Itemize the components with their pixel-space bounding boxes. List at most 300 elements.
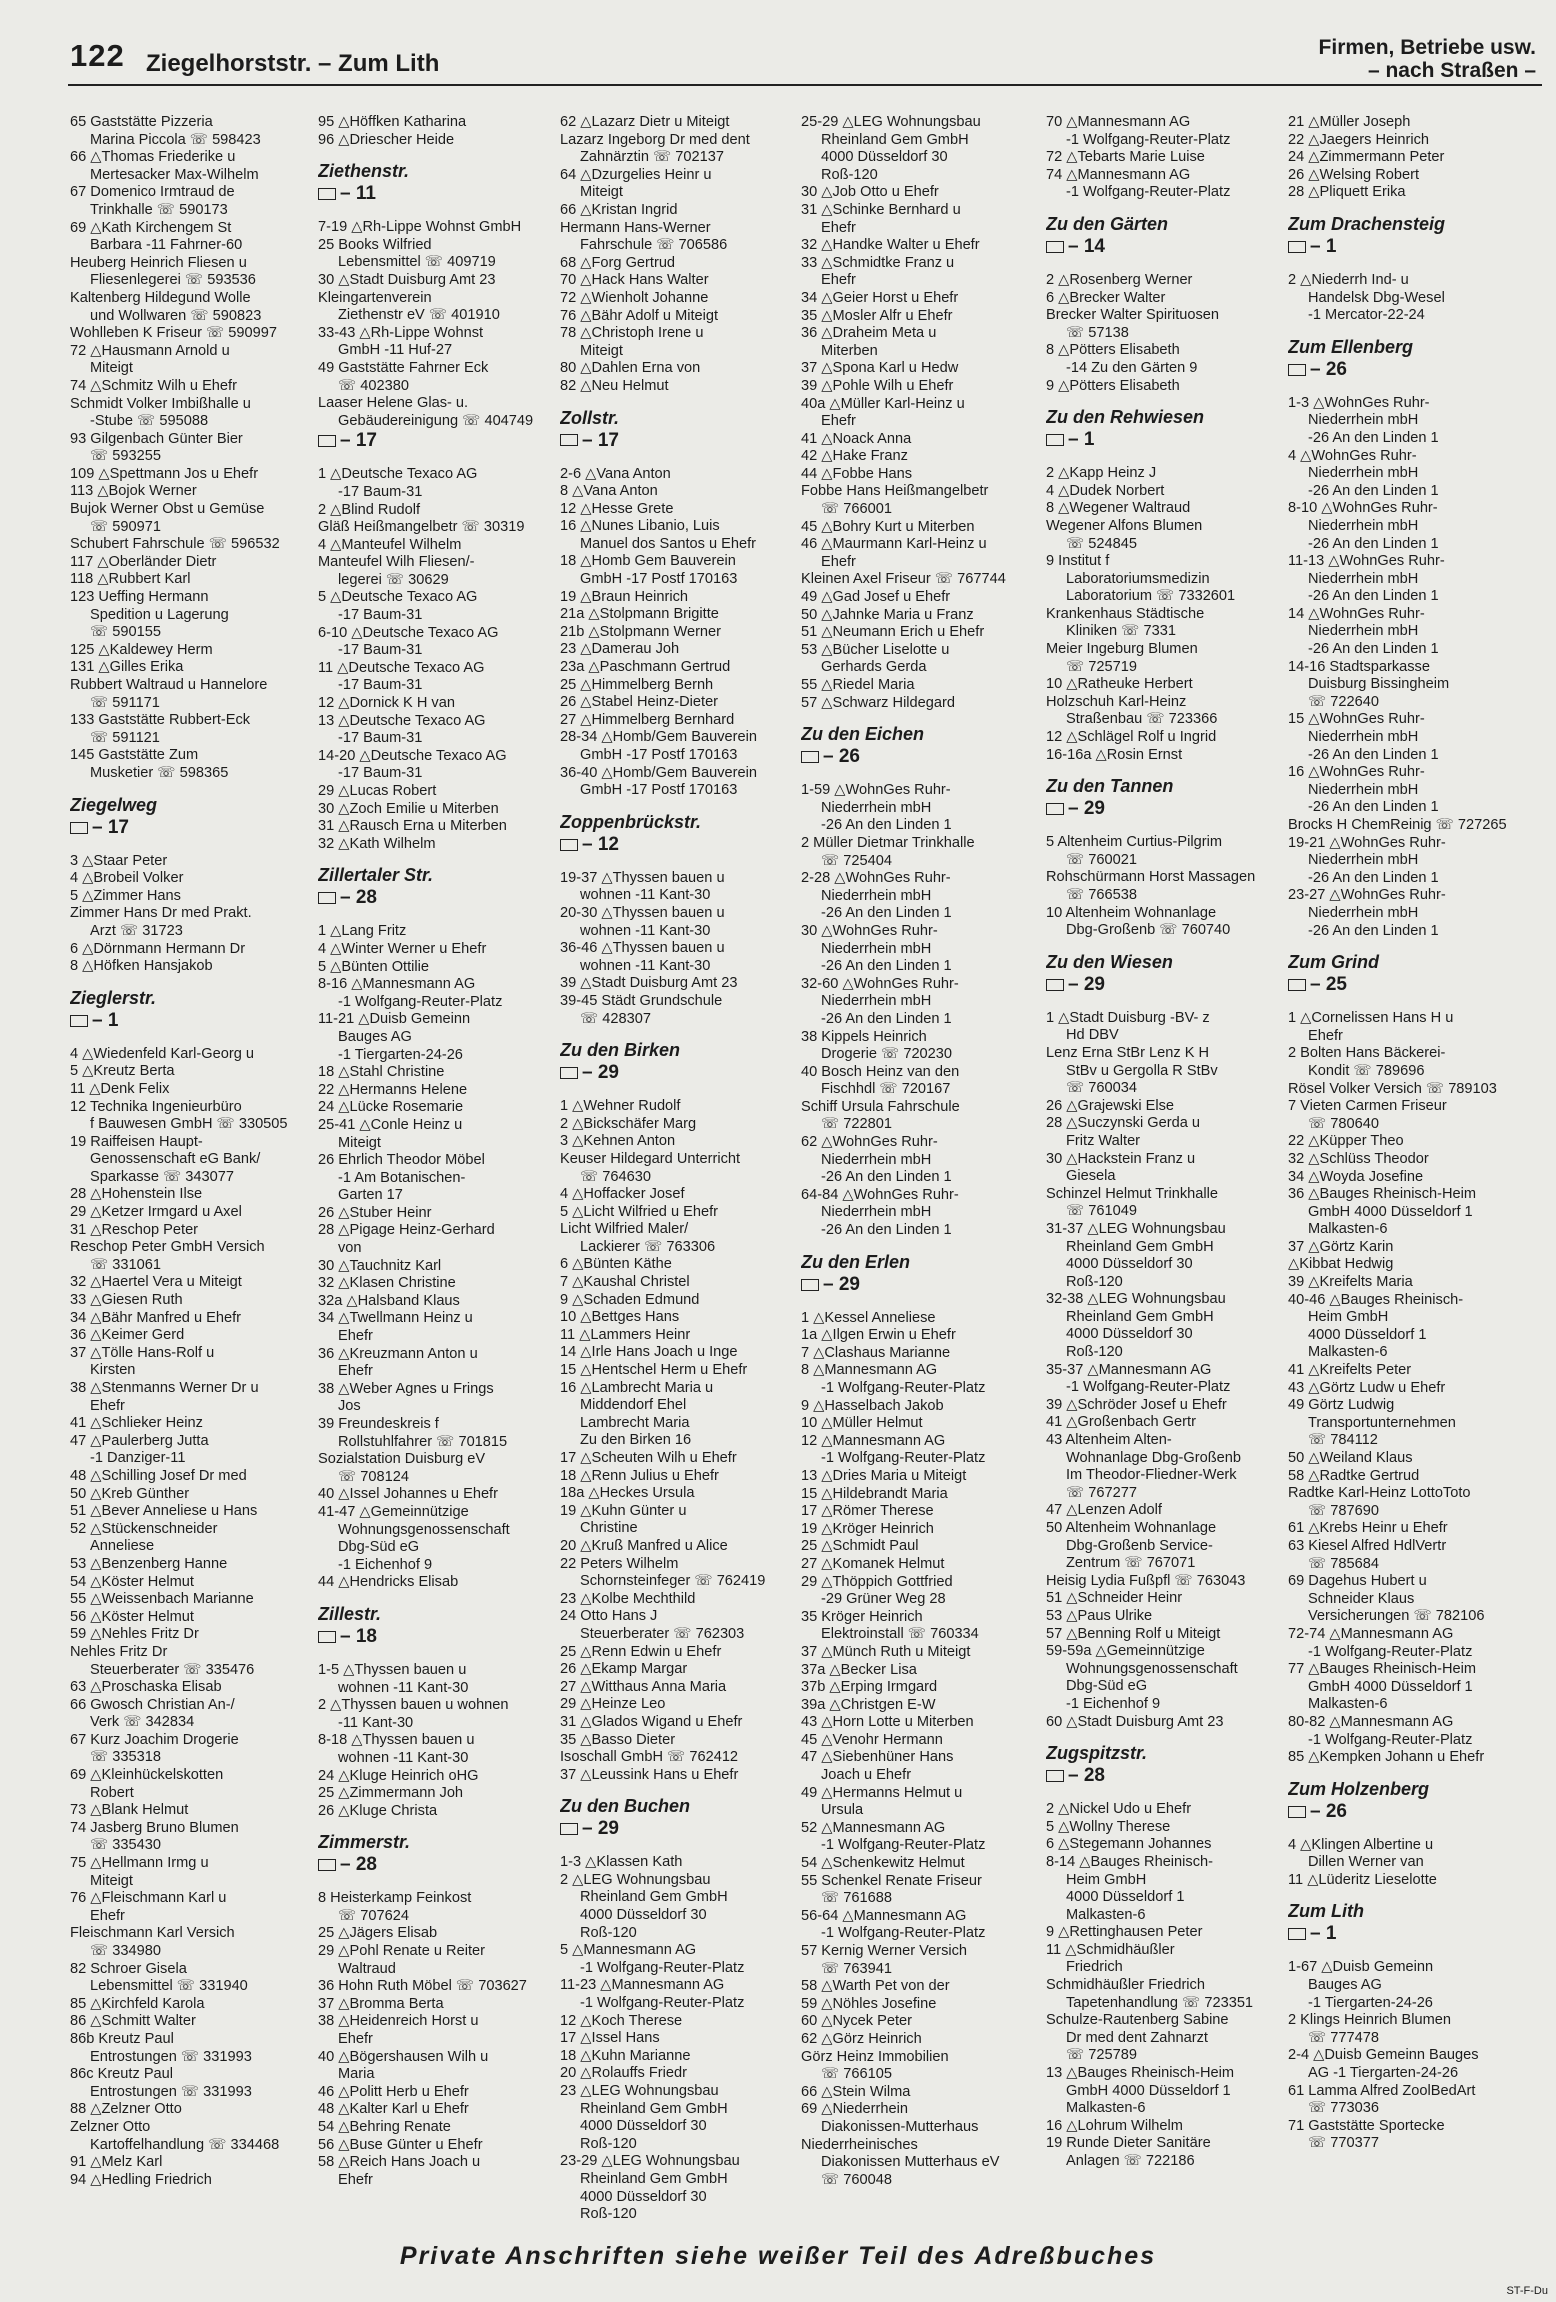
directory-entry: 2 △Rosenberg Werner [1046,271,1193,288]
directory-entry: 69 Dagehus Hubert u [1288,1573,1427,1590]
directory-entry: 14 △WohnGes Ruhr- [1288,605,1425,622]
entry-continuation: Roß-120 [1066,1344,1123,1361]
directory-entry: 29 △Ketzer Irmgard u Axel [70,1204,242,1221]
entry-continuation: Ehefr [821,413,856,430]
entry-continuation: Miteigt [580,342,623,359]
directory-entry: 19 △Kröger Heinrich [801,1520,934,1537]
entry-continuation: ☏ 760034 [1066,1080,1138,1097]
directory-entry: 25 △Himmelberg Bernh [560,676,714,693]
entry-continuation: 4000 Düsseldorf 30 [580,2118,707,2135]
directory-entry: 13 △Bauges Rheinisch-Heim [1046,2065,1235,2082]
directory-entry: 8 △Höfken Hansjakob [70,958,213,975]
street-heading: Zu den Tannen [1046,776,1174,797]
directory-entry: 9 △Schaden Edmund [560,1291,700,1308]
entry-continuation: ☏ 766001 [821,501,893,518]
entry-continuation: Rheinland Gem GmbH [580,2170,728,2187]
directory-entry: 54 △Schenkewitz Helmut [801,1855,965,1872]
postal-district-code: – 14 [1068,235,1105,257]
directory-entry: Keuser Hildegard Unterricht [560,1150,741,1167]
directory-entry: 62 △WohnGes Ruhr- [801,1134,938,1151]
entry-continuation: -1 Wolfgang-Reuter-Platz [338,993,503,1010]
directory-entry: 21b △Stolpmann Werner [560,623,722,640]
directory-entry: 37b △Erping Irmgard [801,1679,938,1696]
entry-continuation: wohnen -11 Kant-30 [580,922,711,939]
entry-continuation: Middendorf Ehel [580,1397,687,1414]
directory-entry: 60 △Stadt Duisburg Amt 23 [1046,1713,1224,1730]
entry-continuation: GmbH -17 Postf 170163 [580,782,738,799]
directory-entry: 8 Heisterkamp Feinkost [318,1890,472,1907]
directory-entry: 5 △Kreutz Berta [70,1063,175,1080]
directory-entry: 10 △Bettges Hans [560,1309,680,1326]
directory-entry: 71 Gaststätte Sportecke [1288,2117,1445,2134]
directory-entry: 80 △Dahlen Erna von [560,360,701,377]
directory-entry: 11-23 △Mannesmann AG [560,1977,725,1994]
directory-entry: 8 △Vana Anton [560,483,658,500]
entry-continuation: Kartoffelhandlung ☏ 334468 [90,2136,280,2153]
directory-entry: 35-37 △Mannesmann AG [1046,1361,1212,1378]
entry-continuation: ☏ 334980 [90,1943,162,1959]
directory-entry: Wegener Alfons Blumen [1046,517,1203,534]
entry-continuation: -1 Wolfgang-Reuter-Platz [1066,1379,1231,1396]
directory-entry: 63 Kiesel Alfred HdlVertr [1288,1537,1447,1554]
directory-entry: 1a △Ilgen Erwin u Ehefr [801,1327,956,1344]
directory-entry: 44 △Fobbe Hans [801,465,913,482]
directory-entry: Hermann Hans-Werner [560,219,711,236]
directory-entry: 123 Ueffing Hermann [70,589,209,606]
directory-entry: 2 Bolten Hans Bäckerei- [1288,1045,1446,1062]
page-title: Ziegelhorststr. – Zum Lith [146,50,440,77]
envelope-icon [1046,434,1064,446]
directory-entry: 30 △Hackstein Franz u [1046,1150,1196,1167]
entry-continuation: Rheinland Gem GmbH [821,131,969,148]
street-heading: Zum Grind [1288,952,1379,973]
entry-continuation: -1 Wolfgang-Reuter-Platz [821,1925,986,1942]
directory-entry: 16 △WohnGes Ruhr- [1288,764,1425,781]
directory-entry: 65 Gaststätte Pizzeria [70,114,213,130]
street-heading: Zu den Eichen [801,724,925,745]
envelope-icon [1288,1806,1306,1818]
entry-continuation: Jos [338,1398,361,1415]
directory-entry: 1-3 △Klassen Kath [560,1854,683,1871]
directory-entry: 43 △Horn Lotte u Miterben [801,1714,974,1731]
entry-continuation: Robert [90,1784,134,1801]
entry-continuation: -26 An den Linden 1 [1308,746,1439,763]
entry-continuation: Wohnanlage Dbg-Großenb [1066,1449,1241,1466]
directory-entry: 32-60 △WohnGes Ruhr- [801,975,959,992]
directory-entry: 35 △Mosler Alfr u Ehefr [801,307,953,324]
envelope-icon [318,435,336,447]
street-heading: Zillertaler Str. [318,865,434,886]
entry-continuation: -1 Wolfgang-Reuter-Platz [1066,131,1231,148]
entry-continuation: Fritz Walter [1066,1132,1141,1149]
entry-continuation: Malkasten-6 [1066,1906,1146,1923]
directory-entry: 13 △Deutsche Texaco AG [318,712,486,729]
directory-entry: 18 △Kuhn Marianne [560,2047,691,2064]
directory-entry: 66 △Kristan Ingrid [560,201,678,218]
directory-entry: 8-10 △WohnGes Ruhr- [1288,500,1438,517]
directory-entry: 14 △Irle Hans Joach u Inge [560,1344,738,1361]
entry-continuation: -26 An den Linden 1 [821,1222,952,1239]
directory-entry: 28-34 △Homb/Gem Bauverein [560,729,757,746]
entry-continuation: Miteigt [90,360,133,377]
directory-entry: Laaser Helene Glas- u. [318,395,469,412]
entry-continuation: Transportunternehmen [1308,1414,1456,1431]
entry-continuation: Ehefr [1308,1027,1343,1044]
entry-continuation: ☏ 591171 [90,694,160,711]
directory-entry: 53 △Benzenberg Hanne [70,1555,228,1572]
entry-continuation: Versicherungen ☏ 782106 [1308,1608,1485,1625]
directory-entry: Schmidhäußler Friedrich [1046,1977,1205,1994]
entry-continuation: 4000 Düsseldorf 30 [580,1907,707,1924]
street-heading: Zugspitzstr. [1046,1743,1148,1764]
directory-entry: 19-21 △WohnGes Ruhr- [1288,834,1446,851]
entry-continuation: -26 An den Linden 1 [821,1169,952,1186]
directory-entry: 9 Institut f [1046,553,1110,570]
directory-entry: 32 △Haertel Vera u Miteigt [70,1274,242,1291]
entry-continuation: Ehefr [821,219,856,236]
entry-continuation: Kondit ☏ 789696 [1308,1062,1425,1079]
entry-continuation: Niederrhein mbH [1308,781,1419,798]
directory-entry: 43 △Görtz Ludw u Ehefr [1288,1379,1446,1396]
directory-entry: 47 △Paulerberg Jutta [70,1432,209,1449]
envelope-icon [1046,979,1064,991]
directory-entry: 1 △Stadt Duisburg -BV- z [1046,1009,1210,1026]
entry-continuation: Kirsten [90,1362,136,1379]
directory-entry: 22 △Hermanns Helene [318,1081,468,1098]
directory-entry: 60 △Nycek Peter [801,2013,912,2030]
directory-entry: 11 △Deutsche Texaco AG [318,659,485,676]
section-title-line2: – nach Straßen – [1367,59,1536,82]
directory-entry: 17 △Scheuten Wilh u Ehefr [560,1450,737,1466]
directory-entry: 39 △Pohle Wilh u Ehefr [801,377,954,394]
directory-entry: 34 △Geier Horst u Ehefr [801,289,959,306]
directory-entry: Zelzner Otto [70,2118,151,2135]
directory-entry: Brocks H ChemReinig ☏ 727265 [1288,817,1507,833]
entry-continuation: ☏ 57138 [1066,324,1129,341]
directory-entry: 24 Otto Hans J [560,1608,658,1625]
entry-continuation: Anlagen ☏ 722186 [1066,2153,1195,2169]
directory-entry: 17 △Issel Hans [560,2030,660,2047]
directory-entry: Heisig Lydia Fußpfl ☏ 763043 [1046,1572,1246,1589]
directory-entry: 41 △Großenbach Gertr [1046,1414,1196,1431]
entry-continuation: Rheinland Gem GmbH [580,1889,728,1906]
street-heading: Zoppenbrückstr. [560,811,702,832]
directory-entry: 38 △Heidenreich Horst u [318,2013,479,2030]
entry-continuation: -26 An den Linden 1 [821,958,952,975]
entry-continuation: ☏ 593255 [90,448,162,465]
directory-entry: Holzschuh Karl-Heinz [1046,693,1187,710]
entry-continuation: Sparkasse ☏ 343077 [90,1168,235,1185]
directory-entry: 56-64 △Mannesmann AG [801,1907,967,1924]
envelope-icon [1288,241,1306,253]
entry-continuation: ☏ 331061 [90,1256,162,1273]
entry-continuation: Marina Piccola ☏ 598423 [90,131,261,148]
directory-entry: 1 △Lang Fritz [318,923,407,940]
directory-entry: 26 △Grajewski Else [1046,1097,1175,1114]
directory-entry: 7 △Clashaus Marianne [801,1344,951,1361]
postal-district-code: – 29 [1068,973,1105,995]
directory-entry: 57 Kernig Werner Versich [801,1943,968,1959]
directory-entry: 1-67 △Duisb Gemeinn [1288,1959,1434,1976]
entry-continuation: Lebensmittel ☏ 331940 [90,1978,248,1995]
envelope-icon [70,822,88,834]
directory-entry: 12 △Hesse Grete [560,500,674,517]
directory-entry: 34 △Woyda Josefine [1288,1168,1424,1185]
entry-continuation: Heim GmbH [1066,1871,1147,1888]
directory-entry: 48 △Kalter Karl u Ehefr [318,2101,469,2118]
directory-entry: 7-19 △Rh-Lippe Wohnst GmbH [318,219,522,236]
column-6 [1288,114,1528,2153]
entry-continuation: ☏ 335430 [90,1837,162,1854]
postal-district [318,1856,558,1878]
directory-entry: 25 Books Wilfried [318,236,432,253]
directory-entry: 12 △Schlägel Rolf u Ingrid [1046,729,1217,746]
entry-continuation: Kliniken ☏ 7331 [1066,623,1176,640]
entry-continuation: Tapetenhandlung ☏ 723351 [1066,1994,1254,2011]
column-1 [70,114,310,2189]
postal-district-code: – 25 [1310,974,1347,996]
directory-entry: 8-16 △Mannesmann AG [318,976,476,993]
directory-entry: 22 Peters Wilhelm [560,1555,679,1572]
directory-entry: 46 △Politt Herb u Ehefr [318,2083,469,2100]
entry-continuation: -26 An den Linden 1 [1308,429,1439,446]
entry-continuation: Niederrhein mbH [1308,570,1419,587]
directory-entry: 64 △Dzurgelies Heinr u [560,166,712,183]
entry-continuation: Malkasten-6 [1308,1221,1388,1238]
directory-entry: 34 △Twellmann Heinz u [318,1310,473,1327]
postal-district-code: – 17 [582,429,619,451]
column-4 [801,114,1041,2189]
entry-continuation: Dillen Werner van [1308,1854,1424,1871]
directory-entry: 69 △Niederrhein [801,2101,908,2118]
entry-continuation: Steuerberater ☏ 335476 [90,1661,255,1678]
entry-continuation: Niederrhein mbH [821,993,932,1010]
entry-continuation: ☏ 780640 [1308,1115,1380,1132]
directory-entry: 25-29 △LEG Wohnungsbau [801,114,981,130]
directory-entry: 58 △Warth Pet von der [801,1978,950,1995]
directory-entry: 12 Technika Ingenieurbüro [70,1098,242,1115]
directory-entry: 39-45 Städt Grundschule [560,992,723,1009]
directory-entry: 45 △Bohry Kurt u Miterben [801,518,975,535]
entry-continuation: Zentrum ☏ 767071 [1066,1555,1196,1572]
directory-entry: 36-40 △Homb/Gem Bauverein [560,764,757,781]
directory-entry: 58 △Reich Hans Joach u [318,2154,481,2171]
postal-district [1288,976,1528,998]
directory-entry: 2-4 △Duisb Gemeinn Bauges [1288,2047,1479,2064]
entry-continuation: Bauges AG [338,1028,412,1045]
directory-entry: 78 △Christoph Irene u [560,325,704,342]
entry-continuation: AG -1 Tiergarten-24-26 [1308,2065,1459,2082]
directory-entry: 11 △Lammers Heinr [560,1326,691,1343]
directory-entry: 117 △Oberländer Dietr [70,553,217,570]
directory-entry: 2 Müller Dietmar Trinkhalle [801,834,975,851]
entry-continuation: Dbg-Großenb ☏ 760740 [1066,922,1231,939]
envelope-icon [1046,803,1064,815]
postal-district-code: – 18 [340,1625,377,1647]
entry-continuation: Elektroinstall ☏ 760334 [821,1626,979,1643]
directory-entry: 74 △Schmitz Wilh u Ehefr [70,377,237,394]
entry-continuation: -26 An den Linden 1 [1308,922,1439,939]
entry-continuation: wohnen -11 Kant-30 [338,1679,469,1696]
entry-continuation: GmbH -17 Postf 170163 [580,571,738,588]
directory-entry: 4 △Wiedenfeld Karl-Georg u [70,1045,255,1062]
directory-entry: 1-3 △WohnGes Ruhr- [1288,394,1430,411]
street-heading: Zu den Birken [560,1040,681,1061]
directory-entry: 30 △Tauchnitz Karl [318,1257,442,1274]
directory-entry: 93 Gilgenbach Günter Bier [70,430,243,447]
directory-entry: 39 Freundeskreis f [318,1416,439,1432]
directory-entry: 24 △Zimmermann Peter [1288,149,1445,166]
directory-entry: 59 △Nöhles Josefine [801,1995,937,2012]
entry-continuation: Giesela [1066,1168,1116,1185]
directory-entry: 4 △Winter Werner u Ehefr [318,940,487,957]
directory-entry: 38 △Stenmanns Werner Dr u [70,1380,259,1396]
directory-entry: 31 △Schinke Bernhard u [801,201,961,218]
entry-continuation: 4000 Düsseldorf 30 [580,2188,707,2205]
directory-entry: 52 △Stückenschneider [70,1520,218,1537]
directory-entry: 85 △Kirchfeld Karola [70,1995,205,2012]
postal-district [1288,235,1528,260]
directory-entry: 37 △Görtz Karin [1288,1238,1394,1255]
directory-entry: 44 △Hendricks Elisab [318,1574,459,1591]
directory-entry: Licht Wilfried Maler/ [560,1221,689,1238]
entry-continuation: -Stube ☏ 595088 [90,413,209,430]
entry-continuation: Ehefr [338,2171,373,2188]
directory-entry: 1 △Kessel Anneliese [801,1309,936,1326]
entry-continuation: Niederrhein mbH [1308,729,1419,746]
header-rule [68,84,1542,86]
postal-district [560,429,800,454]
directory-entry: 29 △Heinze Leo [560,1696,666,1713]
entry-continuation: Malkasten-6 [1308,1344,1388,1361]
entry-continuation: -1 Tiergarten-24-26 [1308,1994,1433,2011]
directory-entry: 40a △Müller Karl-Heinz u [801,395,965,412]
envelope-icon [560,1067,578,1079]
directory-entry: 2-6 △Vana Anton [560,465,671,482]
postal-district [318,432,558,454]
directory-entry: 23 △LEG Wohnungsbau [560,2083,719,2099]
directory-entry: 2 △LEG Wohnungsbau [560,1871,711,1888]
directory-entry: Rösel Volker Versich ☏ 789103 [1288,1080,1497,1097]
directory-entry: 66 △Stein Wilma [801,2083,911,2100]
directory-entry: 30 △Zoch Emilie u Miterben [318,800,499,817]
envelope-icon [1288,364,1306,376]
directory-entry: 2 △Bickschäfer Marg [560,1115,697,1132]
directory-entry: 59-59a △Gemeinnützige [1046,1643,1205,1660]
directory-entry: 18a △Heckes Ursula [560,1485,695,1502]
entry-continuation: Malkasten-6 [1066,2100,1146,2117]
entry-continuation: Schneider Klaus [1308,1590,1415,1607]
directory-entry: Görz Heinz Immobilien [801,2048,949,2065]
entry-continuation: ☏ 428307 [580,1010,652,1027]
entry-continuation: -1 Wolfgang-Reuter-Platz [1308,1731,1473,1748]
directory-entry: 1-5 △Thyssen bauen u [318,1661,467,1678]
directory-entry: 31 △Reschop Peter [70,1221,199,1238]
directory-entry: 43 Altenheim Alten- [1046,1432,1172,1449]
directory-entry: 55 Schenkel Renate Friseur [801,1872,982,1889]
directory-entry: 20-30 △Thyssen bauen u [560,904,725,921]
entry-continuation: 4000 Düsseldorf 30 [821,149,948,166]
entry-continuation: ☏ 722801 [821,1116,893,1133]
entry-continuation: Ehefr [338,1328,373,1345]
directory-entry: 28 △Suczynski Gerda u [1046,1115,1200,1132]
directory-entry: 49 △Gad Josef u Ehefr [801,589,951,606]
directory-entry: 33 △Schmidtke Franz u [801,254,955,271]
entry-continuation: Duisburg Bissingheim [1308,676,1450,693]
directory-entry: 5 Altenheim Curtius-Pilgrim [1046,834,1222,851]
envelope-icon [318,892,336,904]
entry-continuation: StBv u Gergolla R StBv [1066,1062,1218,1079]
directory-entry: 41 △Kreifelts Peter [1288,1362,1412,1379]
directory-entry: 10 Altenheim Wohnanlage [1046,904,1217,921]
directory-entry: Schulze-Rautenberg Sabine [1046,2012,1229,2029]
entry-continuation: GmbH -17 Postf 170163 [580,747,738,763]
directory-entry: 32 △Handke Walter u Ehefr [801,237,980,254]
entry-continuation: -26 An den Linden 1 [1308,588,1439,605]
directory-entry: 25-41 △Conle Heinz u [318,1116,463,1133]
entry-continuation: ☏ 767277 [1066,1484,1138,1501]
directory-entry: 63 △Proschaska Elisab [70,1679,222,1696]
directory-entry: △Kibbat Hedwig [1288,1256,1394,1273]
directory-entry: Fobbe Hans Heißmangelbetr [801,483,989,500]
postal-district-code: – 28 [340,1854,377,1876]
directory-entry: 2-28 △WohnGes Ruhr- [801,870,951,887]
directory-entry: 33 △Giesen Ruth [70,1292,183,1309]
entry-continuation: Niederrhein mbH [1308,465,1419,482]
entry-continuation: Niederrhein mbH [821,799,932,816]
directory-entry: 54 △Behring Renate [318,2119,451,2135]
entry-continuation: ☏ 591121 [90,729,160,746]
directory-entry: Brecker Walter Spirituosen [1046,307,1220,324]
directory-entry: 2 △Nickel Udo u Ehefr [1046,1801,1192,1818]
directory-entry: 36 △Bauges Rheinisch-Heim [1288,1186,1477,1203]
directory-entry: 59 △Nehles Fritz Dr [70,1626,199,1643]
directory-entry: Fleischmann Karl Versich [70,1925,235,1942]
entry-continuation: Roß-120 [1066,1273,1123,1290]
directory-entry: 72-74 △Mannesmann AG [1288,1625,1454,1642]
directory-entry: 49 △Hermanns Helmut u [801,1784,963,1801]
entry-continuation: -17 Baum-31 [338,730,423,747]
directory-entry: Rubbert Waltraud u Hannelore [70,677,268,693]
directory-entry: 1-59 △WohnGes Ruhr- [801,782,951,799]
directory-entry: 39a △Christgen E-W [801,1696,936,1713]
directory-entry: Schmidt Volker Imbißhalle u [70,395,251,412]
entry-continuation: Ehefr [821,272,856,289]
entry-continuation: Ehefr [90,1397,125,1414]
entry-continuation: Schornsteinfeger ☏ 762419 [580,1573,766,1590]
entry-continuation: -11 Kant-30 [338,1714,414,1731]
directory-entry: 5 △Zimmer Hans [70,887,181,904]
entry-continuation: -1 Wolfgang-Reuter-Platz [580,1995,745,2012]
directory-entry: 39 △Stadt Duisburg Amt 23 [560,975,738,992]
directory-entry: 10 △Ratheuke Herbert [1046,676,1193,693]
directory-entry: 26 △Ekamp Margar [560,1661,688,1678]
directory-entry: 28 △Pigage Heinz-Gerhard [318,1222,495,1239]
directory-entry: 57 △Schwarz Hildegard [801,694,955,711]
directory-entry: 8-14 △Bauges Rheinisch- [1046,1853,1213,1870]
postal-district-code: – 29 [582,1062,619,1084]
directory-entry: Gläß Heißmangelbetr ☏ 30319 [318,519,525,536]
directory-entry: 24 △Kluge Heinrich oHG [318,1767,479,1784]
entry-continuation: Steuerberater ☏ 762303 [580,1625,745,1642]
entry-continuation: Dbg-Süd eG [1066,1678,1148,1695]
directory-entry: 36 △Draheim Meta u [801,325,937,342]
street-heading: Zu den Rehwiesen [1046,407,1205,428]
entry-continuation: Dr med dent Zahnarzt [1066,2029,1208,2046]
directory-entry: 19 Raiffeisen Haupt- [70,1133,203,1150]
directory-entry: 50 Altenheim Wohnanlage [1046,1520,1217,1536]
entry-continuation: Niederrhein mbH [821,1151,932,1168]
